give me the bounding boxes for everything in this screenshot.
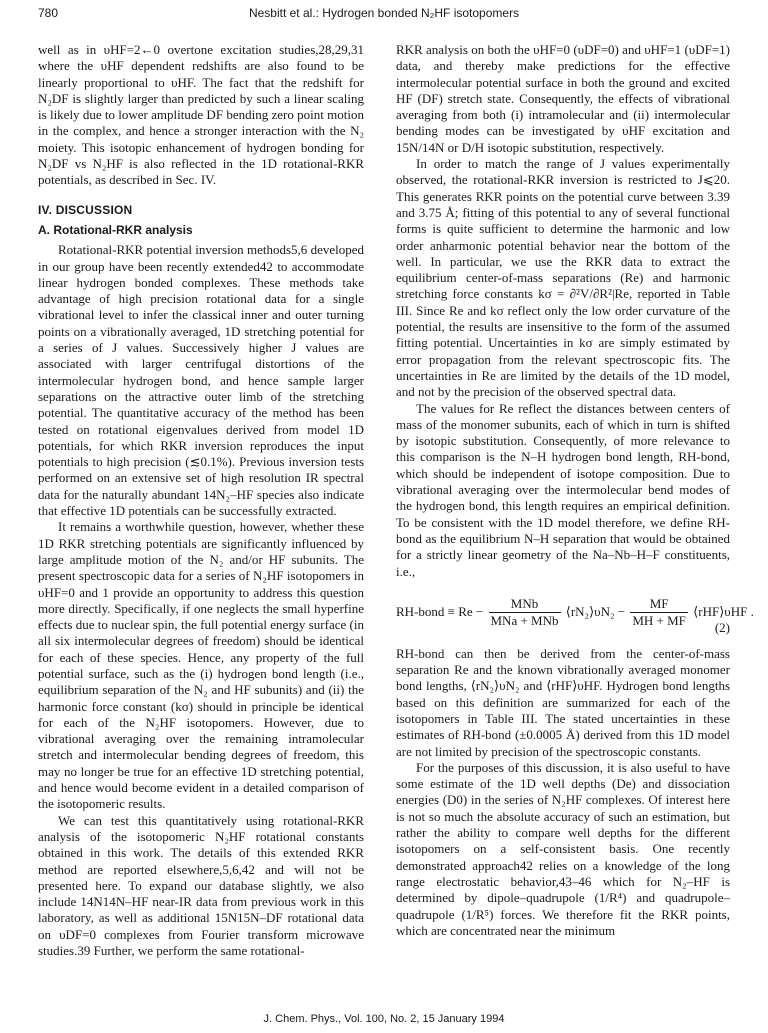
equation-term-n2: ⟨rN₂⟩υN₂ − — [565, 603, 626, 619]
paragraph: RH-bond can then be derived from the center-of-mass separation Re and the known vibrationally averaged monomer bond lengths, ⟨rN₂⟩υN₂ and ⟨rHF⟩υHF. Hydrogen bond lengths based on this definition are summarized for each of the isotopomers in Table III. The stated uncertainties in these estimates of RH-bond (±0.0005 Å) derived from this 1D model are not limited by precision of the spectroscopic constants. — [396, 645, 730, 759]
equation-term-hf: ⟨rHF⟩υHF . — [693, 603, 754, 619]
fraction-numerator: MF — [630, 596, 688, 613]
paragraph: Rotational-RKR potential inversion methods5,6 developed in our group have been recently extended42 to accommodate linear hydrogen bonded complexes. These methods take advantage of high precision rotational data for a single vibrational level to infer the classical inner and outer turning points on a vibrationally averaged, 1D stretching potential for a series of J values. Successively higher J values are associated with larger centrifugal distortions of the intermolecular hydrogen bond, and hence sample larger separations on the attractive outer limb of the stretching potential. The quantitative accuracy of the method has been tested on rotational eigenvalues derived from model 1D potentials, for which RKR inversion reproduces the input potentials to high precision (≲0.1%). Previous inversion tests performed on an extensive set of high resolution IR spectral data for the naturally abundant 14N₂–HF species also indicate that effective 1D potentials can be successfully extracted. — [38, 242, 364, 519]
running-header — [38, 6, 730, 24]
equation-lhs: RH-bond ≡ Re − — [396, 603, 484, 619]
subsection-heading: A. Rotational-RKR analysis — [38, 222, 193, 237]
left-column — [38, 42, 364, 959]
paragraph: For the purposes of this discussion, it is also useful to have some estimate of the 1D well depths (De) and dissociation energies (D0) in the series of N₂HF complexes. Of interest here is not so much the absolute accuracy of such an estimation, but rather the ability to compare well depths for the different isotopomers on a self-consistent basis. One recently demonstrated approach42 relies on a knowledge of the long range electrostatic behavior,43–46 which for N₂–HF is determined by dipole–quadrupole (1/R⁴) and quadrupole–quadrupole (1/R⁵) forces. We therefore fit the RKR points, which are concentrated near the minimum — [396, 759, 730, 938]
paragraph: The values for Re reflect the distances between centers of mass of the monomer subunits, each of which in turn is shifted by isotopic substitution. Consequently, of more relevance to this comparison is the N–H hydrogen bond length, RH-bond, which should be independent of isotope composition. Due to vibrational averaging over the intermolecular bend modes of the hydrogen bond, this length requires an empirical definition. To be consistent with the 1D model therefore, we define RH-bond as the equilibrium N–H separation that would be obtained for a strictly linear geometry of the Na–Nb–H–F constituents, i.e., — [396, 400, 730, 579]
mass-fraction-hf — [630, 596, 688, 630]
fraction-numerator: MNb — [489, 596, 561, 613]
page-number: 780 — [38, 6, 59, 20]
right-column — [396, 42, 754, 939]
journal-footer: J. Chem. Phys., Vol. 100, No. 2, 15 January 1994 — [263, 1013, 505, 1025]
paragraph: It remains a worthwhile question, however, whether these 1D RKR stretching potentials are significantly influenced by large amplitude motion of the N₂ and/or HF subunits. The present spectroscopic data for a series of N₂HF isotopomers in υHF=0 and 1 provide an opportunity to address this question more directly. Specifically, if one neglects the small hyperfine effects due to nuclear spin, the full potential energy surface (in all six intermolecular degrees of freedom) should be identical for each of these species. Hence, any property of the full potential surface, such as the (i) hydrogen bond length (i.e., equilibrium separation of the N₂ and HF subunits) and (ii) the harmonic force constant (kσ) should in principle be identical for each of the N₂HF isotopomers. However, due to vibrational averaging over the remaining intramolecular stretch and intermolecular bending degrees of freedom, this may no longer be true for an effective 1D stretching potential, and hence would become evident in a detailed comparison of the isotopomeric results. — [38, 519, 364, 812]
equation-number: (2) — [714, 619, 730, 635]
section-heading: IV. DISCUSSION — [38, 202, 133, 217]
paragraph: In order to match the range of J values experimentally observed, the rotational-RKR inversion is restricted to J⩽20. This generates RKR points on the potential curve between 3.39 and 3.75 Å; fitting of this potential to any of several functional forms is quite sufficient to determine the harmonic and low order anharmonic potential behavior near the bottom of the well. In particular, we use the RKR data to extract the equilibrium center-of-mass separations (Re) and harmonic stretching force constants kσ = ∂²V/∂R²|Re, reported in Table III. Since Re and kσ reflect only the low order curvature of the potential, the results are insensitive to the form of the assumed fitting potential. Uncertainties in kσ are simply estimated by error propagation from the relevant spectroscopic fits. The uncertainties in Re are limited by the details of the 1D model, and not by the precision of the observed spectral data. — [396, 156, 730, 400]
running-title: Nesbitt et al.: Hydrogen bonded N₂HF isotopomers — [248, 6, 520, 20]
mass-fraction-n2 — [489, 596, 561, 630]
equation-2 — [396, 594, 754, 638]
paragraph: We can test this quantitatively using rotational-RKR analysis of the isotopomeric N₂HF rotational constants obtained in this work. The details of this extended RKR method are reported elsewhere,5,6,42 and will not be presented here. To expand our database slightly, we also include 14N14N–HF near-IR data from previous work in this laboratory, as well as additional 15N15N–DF rotational data on υDF=0 complexes from Fourier transform microwave studies.39 Further, we perform the same rotational- — [38, 812, 364, 959]
fraction-denominator: MNa + MNb — [490, 613, 559, 629]
paragraph: RKR analysis on both the υHF=0 (υDF=0) and υHF=1 (υDF=1) data, and thereby make predictions for the effective intermolecular potential surface in both the ground and excited HF (DF) stretch state. Consequently, the effects of vibrational averaging from both (i) intramolecular and (ii) intermolecular bending modes can be investigated by υHF excitation and 15N/14N or D/H isotopic substitution, respectively. — [396, 42, 730, 155]
fraction-denominator: MH + MF — [632, 613, 686, 629]
paragraph: well as in υHF=2←0 overtone excitation studies,28,29,31 where the υHF dependent redshifts are also found to be linearly proportional to υHF. The fact that the redshift for N₂DF is slightly larger than predicted by such a linear scaling is likely due to lower amplitude DF bending zero point motion in the complex, and hence a stronger interaction with the N₂ moiety. This isotopic enhancement of hydrogen bonding for N₂DF vs N₂HF is also reflected in the 1D rotational-RKR potentials, as described in Sec. IV. — [38, 42, 364, 188]
